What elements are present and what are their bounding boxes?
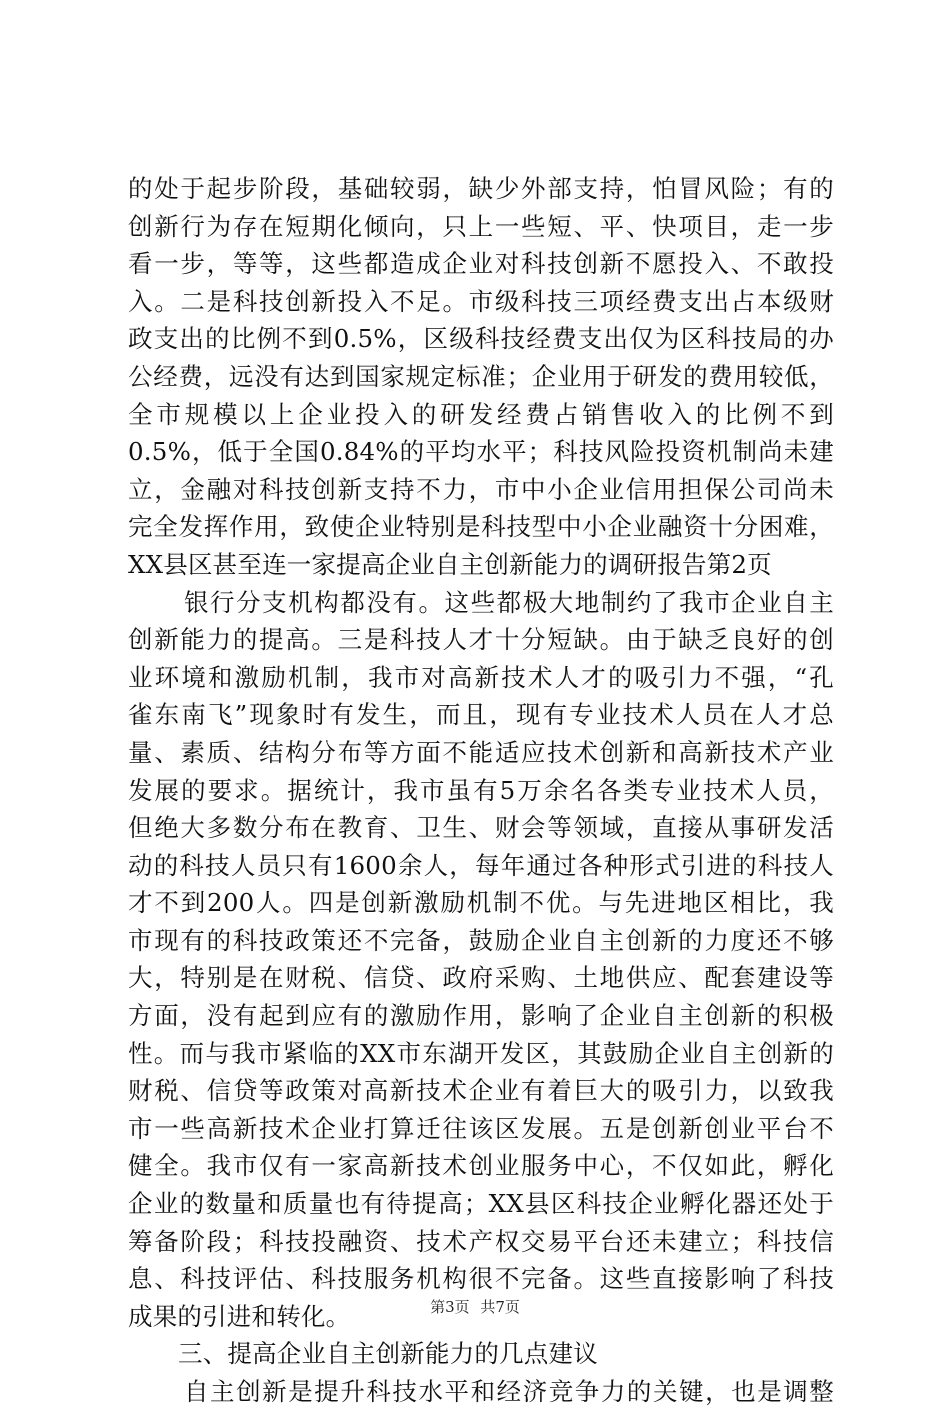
text-line: 企业的数量和质量也有待提高；XX县区科技企业孵化器还处于	[128, 1189, 834, 1219]
text-line: 公经费，远没有达到国家规定标准；企业用于研发的费用较低，	[128, 361, 834, 391]
text-line: 雀东南飞”现象时有发生，而且，现有专业技术人员在人才总	[128, 700, 834, 730]
text-line: 息、科技评估、科技服务机构很不完备。这些直接影响了科技	[128, 1264, 834, 1294]
text-line: 的处于起步阶段，基础较弱，缺少外部支持，怕冒风险；有的	[128, 174, 834, 203]
text-line: 创新能力的提高。三是科技人才十分短缺。由于缺乏良好的创	[128, 625, 834, 655]
section-heading: 三、提高企业自主创新能力的几点建议	[178, 1339, 598, 1369]
text-line: 财税、信贷等政策对高新技术企业有着巨大的吸引力，以致我	[128, 1076, 834, 1106]
text-line: 看一步，等等，这些都造成企业对科技创新不愿投入、不敢投	[128, 249, 834, 279]
text-line: 全市规模以上企业投入的研发经费占销售收入的比例不到	[128, 399, 834, 429]
text-line: 完全发挥作用，致使企业特别是科技型中小企业融资十分困难，	[128, 512, 834, 542]
text-line: 筹备阶段；科技投融资、技术产权交易平台还未建立；科技信	[128, 1226, 834, 1256]
text-line: 业环境和激励机制，我市对高新技术人才的吸引力不强，“孔	[128, 662, 834, 692]
text-line: 量、素质、结构分布等方面不能适应技术创新和高新技术产业	[128, 737, 834, 767]
page-total: 共7页	[480, 1298, 520, 1316]
body-text	[128, 170, 834, 1411]
text-line: 大，特别是在财税、信贷、政府采购、土地供应、配套建设等	[128, 963, 834, 993]
text-line: 政支出的比例不到0.5%，区级科技经费支出仅为区科技局的办	[128, 324, 834, 354]
text-line: 性。而与我市紧临的XX市东湖开发区，其鼓励企业自主创新的	[128, 1038, 834, 1068]
text-line: 创新行为存在短期化倾向，只上一些短、平、快项目，走一步	[128, 211, 834, 241]
text-line: 健全。我市仅有一家高新技术创业服务中心，不仅如此，孵化	[128, 1151, 834, 1181]
text-line: 成果的引进和转化。	[128, 1301, 351, 1331]
text-line: 但绝大多数分布在教育、卫生、财会等领域，直接从事研发活	[128, 813, 834, 843]
paragraph-first-line: 银行分支机构都没有。这些都极大地制约了我市企业自主	[184, 587, 834, 617]
text-line: 市现有的科技政策还不完备，鼓励企业自主创新的力度还不够	[128, 925, 834, 955]
text-line: XX县区甚至连一家提高企业自主创新能力的调研报告第2页	[128, 549, 772, 579]
text-line: 市一些高新技术企业打算迁往该区发展。五是创新创业平台不	[128, 1113, 834, 1143]
paragraph-first-line: 自主创新是提升科技水平和经济竞争力的关键，也是调整	[184, 1377, 834, 1406]
text-line: 入。二是科技创新投入不足。市级科技三项经费支出占本级财	[128, 286, 834, 316]
text-line: 才不到200人。四是创新激励机制不优。与先进地区相比，我	[128, 888, 834, 918]
text-line: 发展的要求。据统计，我市虽有5万余名各类专业技术人员，	[128, 775, 834, 805]
text-line: 立，金融对科技创新支持不力，市中小企业信用担保公司尚未	[128, 474, 834, 504]
text-line: 方面，没有起到应有的激励作用，影响了企业自主创新的积极	[128, 1001, 834, 1031]
text-line: 0.5%，低于全国0.84%的平均水平；科技风险投资机制尚未建	[128, 437, 834, 467]
page-number: 第3页	[430, 1298, 470, 1316]
text-line: 动的科技人员只有1600余人，每年通过各种形式引进的科技人	[128, 850, 834, 880]
page-footer	[0, 1297, 950, 1317]
